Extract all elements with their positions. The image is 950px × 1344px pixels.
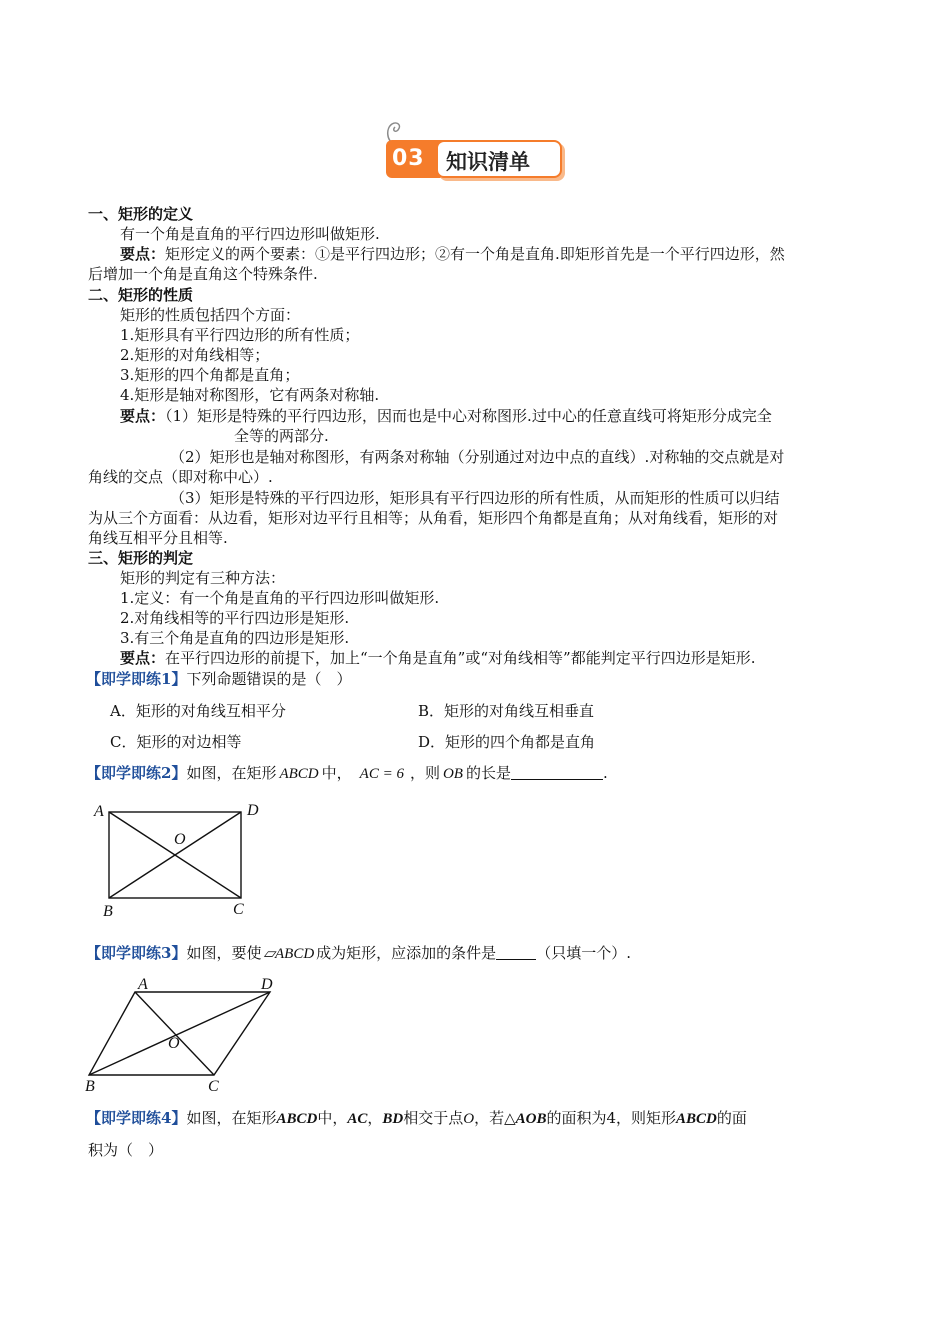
text: . bbox=[602, 764, 608, 782]
math: ABCD bbox=[676, 1111, 717, 1127]
key-text: （1）矩形是特殊的平行四边形，因而也是中心对称图形.过中心的任意直线可将矩形分成完全 bbox=[165, 407, 772, 425]
math: ▱ABCD bbox=[263, 946, 315, 962]
s2-intro: 矩形的性质包括四个方面： bbox=[120, 306, 301, 324]
key-label: 要点： bbox=[120, 245, 166, 263]
text: 如图，在矩形 bbox=[186, 1109, 277, 1127]
s2-key-1-cont: 全等的两部分. bbox=[234, 427, 329, 445]
text: （只填一个）. bbox=[536, 944, 631, 962]
key-label: 要点： bbox=[120, 649, 166, 667]
math: ABCD bbox=[279, 766, 319, 782]
section-2-title: 二、矩形的性质 bbox=[88, 286, 194, 304]
exercise-label: 【即学即练2】 bbox=[86, 764, 187, 782]
section-badge bbox=[386, 134, 566, 182]
text: 的长是 bbox=[465, 764, 511, 782]
text: ， bbox=[367, 1109, 383, 1127]
exercise-label: 【即学即练4】 bbox=[86, 1109, 187, 1127]
s2-key-3-cont2: 角线互相平分且相等. bbox=[88, 529, 228, 547]
label-b: B bbox=[103, 903, 113, 920]
answer-blank bbox=[511, 765, 603, 780]
s2-key-3-cont: 为从三个方面看：从边看，矩形对边平行且相等；从角看，矩形四个角都是直角；从对角线看，矩形的对 bbox=[88, 509, 779, 527]
label-c: C bbox=[208, 1078, 219, 1095]
s3-key bbox=[120, 648, 755, 668]
exercise-label: 【即学即练3】 bbox=[86, 944, 187, 962]
s2-key-2: （2）矩形也是轴对称图形，有两条对称轴（分别通过对边中点的直线）.对称轴的交点就是对 bbox=[170, 448, 785, 466]
label-d: D bbox=[247, 802, 259, 819]
text: 相交于点 bbox=[403, 1109, 464, 1127]
label-a: A bbox=[138, 976, 148, 993]
exercise-label: 【即学即练1】 bbox=[86, 670, 187, 688]
s3-item: 1.定义：有一个角是直角的平行四边形叫做矩形. bbox=[120, 589, 440, 607]
diagonal-ac bbox=[135, 992, 214, 1075]
badge-title-box bbox=[436, 140, 562, 178]
s3-item: 3.有三个角是直角的四边形是矩形. bbox=[120, 629, 350, 647]
exercise-2 bbox=[86, 763, 608, 784]
text: 如图，在矩形 bbox=[186, 764, 277, 782]
math: BD bbox=[382, 1111, 404, 1127]
s2-item: 4.矩形是轴对称图形，它有两条对称轴. bbox=[120, 386, 380, 404]
math: AC = 6 bbox=[359, 766, 404, 782]
label-o: O bbox=[174, 831, 186, 848]
label-a: A bbox=[94, 803, 104, 820]
exercise-1 bbox=[86, 669, 351, 689]
text: 中， bbox=[321, 764, 352, 782]
answer-blank bbox=[496, 945, 536, 960]
math: O bbox=[463, 1111, 475, 1127]
math: AC bbox=[347, 1111, 368, 1127]
option-a: A．矩形的对角线互相平分 bbox=[110, 702, 286, 720]
s1-key-point bbox=[120, 244, 785, 264]
exercise-4-cont: 积为（ ） bbox=[88, 1141, 164, 1159]
section-3-title: 三、矩形的判定 bbox=[88, 549, 194, 567]
s3-item: 2.对角线相等的平行四边形是矩形. bbox=[120, 609, 350, 627]
text: 成为矩形，应添加的条件是 bbox=[316, 944, 497, 962]
section-1-title: 一、矩形的定义 bbox=[88, 205, 194, 223]
text: ，若△ bbox=[474, 1109, 516, 1127]
exercise-4 bbox=[86, 1108, 747, 1129]
option-b: B．矩形的对角线互相垂直 bbox=[418, 702, 595, 720]
option-d: D．矩形的四个角都是直角 bbox=[418, 733, 596, 751]
label-c: C bbox=[233, 901, 244, 918]
math: AOB bbox=[515, 1111, 547, 1127]
text: 如图，要使 bbox=[186, 944, 262, 962]
label-d: D bbox=[261, 976, 273, 993]
s2-item: 2.矩形的对角线相等； bbox=[120, 346, 270, 364]
label-o: O bbox=[168, 1035, 180, 1052]
text: 的面积为4，则矩形 bbox=[546, 1109, 677, 1127]
s3-intro: 矩形的判定有三种方法： bbox=[120, 569, 286, 587]
figure-parallelogram bbox=[80, 972, 290, 1098]
text: 中， bbox=[317, 1109, 348, 1127]
s2-item: 1.矩形具有平行四边形的所有性质； bbox=[120, 326, 360, 344]
s1-key-cont: 后增加一个角是直角这个特殊条件. bbox=[88, 265, 318, 283]
s1-definition: 有一个角是直角的平行四边形叫做矩形. bbox=[120, 225, 380, 243]
key-text: 矩形定义的两个要素：①是平行四边形；②有一个角是直角.即矩形首先是一个平行四边形，然 bbox=[165, 245, 785, 263]
key-label: 要点： bbox=[120, 407, 166, 425]
page-title: 知识清单 bbox=[446, 150, 530, 174]
badge-number: 03 bbox=[392, 146, 425, 171]
diagonal-bd bbox=[89, 992, 270, 1075]
label-b: B bbox=[85, 1078, 95, 1095]
math: ABCD bbox=[276, 1111, 318, 1127]
key-text: 在平行四边形的前提下，加上“一个角是直角”或“对角线相等”都能判定平行四边形是矩形. bbox=[165, 649, 756, 667]
text: ，则 bbox=[409, 764, 440, 782]
exercise-question: 下列命题错误的是（ ） bbox=[186, 670, 352, 688]
math: OB bbox=[442, 766, 463, 782]
text: 的面 bbox=[716, 1109, 747, 1127]
option-c: C．矩形的对边相等 bbox=[110, 733, 242, 751]
s2-key-1 bbox=[120, 406, 772, 426]
exercise-3 bbox=[86, 943, 631, 964]
s2-key-2-cont: 角线的交点（即对称中心）. bbox=[88, 468, 273, 486]
figure-rectangle bbox=[88, 798, 268, 922]
s2-key-3: （3）矩形是特殊的平行四边形，矩形具有平行四边形的所有性质，从而矩形的性质可以归结 bbox=[170, 489, 780, 507]
s2-item: 3.矩形的四个角都是直角； bbox=[120, 366, 300, 384]
